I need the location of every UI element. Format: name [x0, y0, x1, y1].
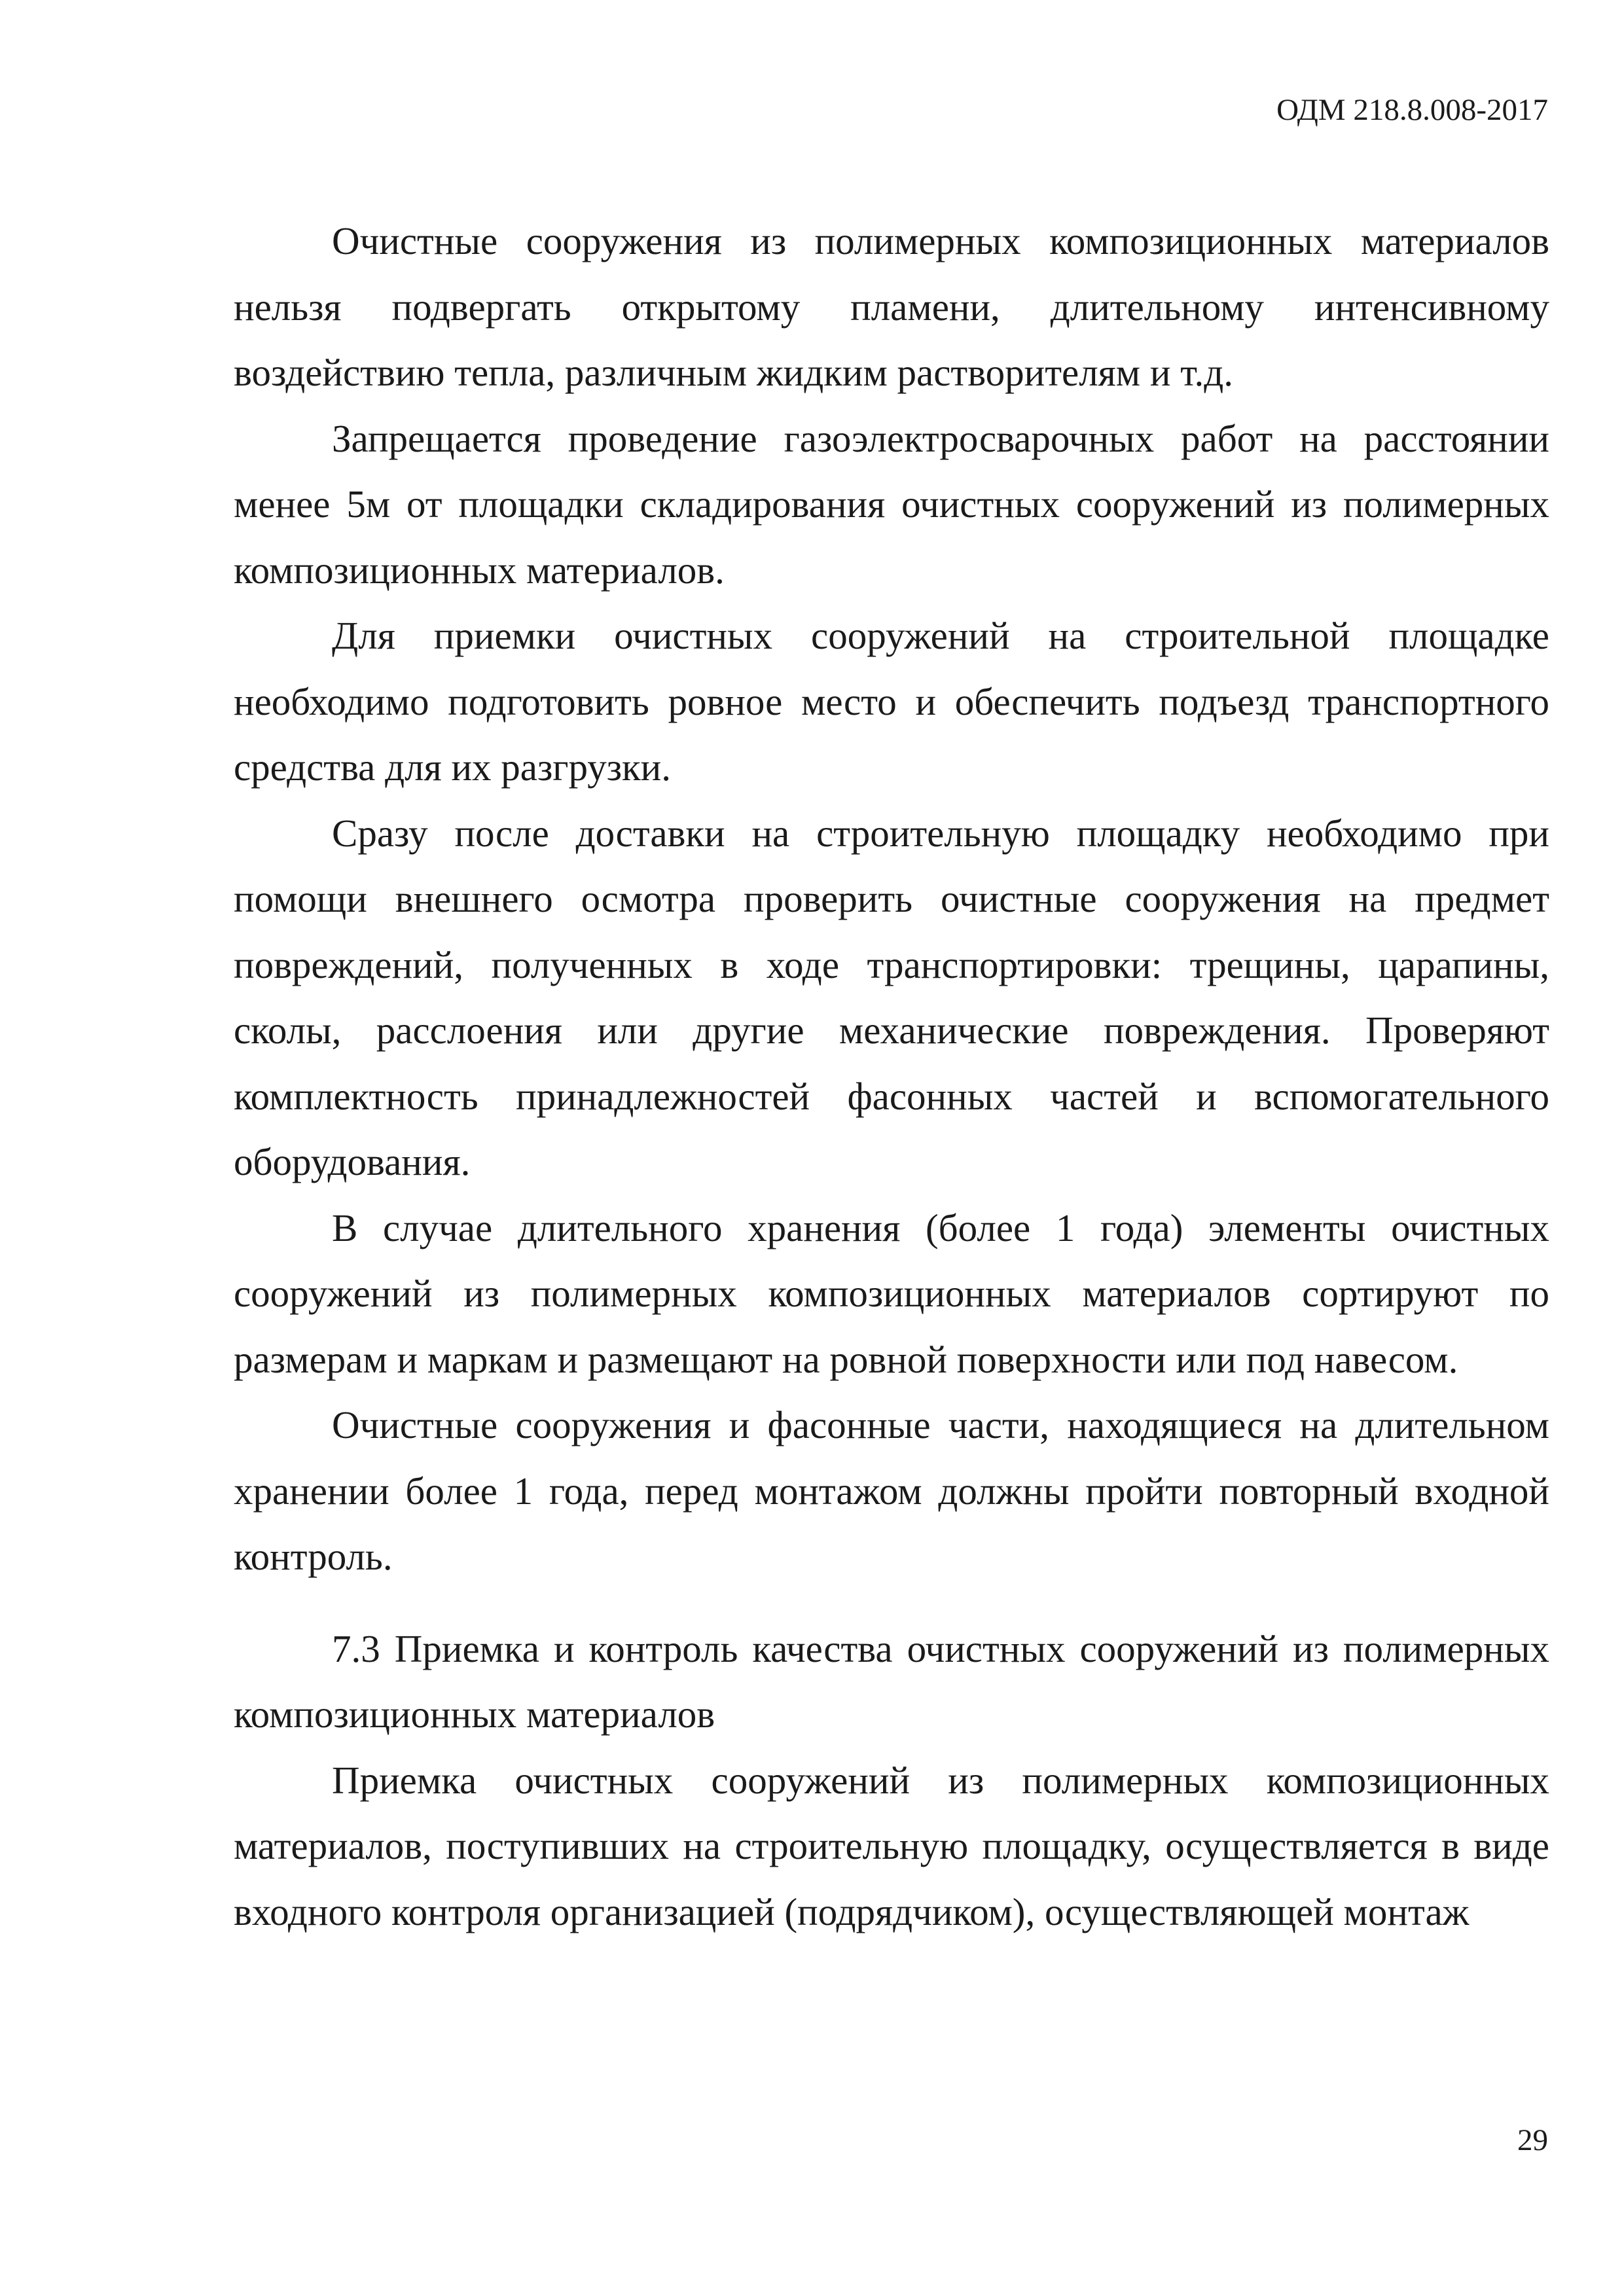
paragraph-3: Для приемки очистных сооружений на строительной площадке необходимо подготовить ровное место и обеспечить подъезд транспортного средства для их разгрузки. [234, 614, 1549, 789]
section-heading: 7.3 Приемка и контроль качества очистных сооружений из полимерных композиционных материалов [234, 1626, 1549, 1736]
paragraph-6: Очистные сооружения и фасонные части, находящиеся на длительном хранении более 1 года, перед монтажом должны пройти повторный входной контроль. [234, 1403, 1549, 1578]
page-body [234, 208, 1549, 1945]
paragraph-1: Очистные сооружения из полимерных композиционных материалов нельзя подвергать открытому пламени, длительному интенсивному воздействию тепла, различным жидким растворителям и т.д. [234, 219, 1549, 394]
paragraph-2: Запрещается проведение газоэлектросварочных работ на расстоянии менее 5м от площадки складирования очистных сооружений из полимерных композиционных материалов. [234, 416, 1549, 592]
document-code: ОДМ 218.8.008-2017 [1276, 93, 1548, 127]
section-paragraph: Приемка очистных сооружений из полимерных композиционных материалов, поступивших на строительную площадку, осуществляется в виде входного контроля организацией (подрядчиком), осуществляющей монтаж [234, 1758, 1549, 1933]
paragraph-5: В случае длительного хранения (более 1 года) элементы очистных сооружений из полимерных композиционных материалов сортируют по размерам и маркам и размещают на ровной поверхности или под навесом. [234, 1206, 1549, 1381]
page-number: 29 [1517, 2123, 1548, 2157]
paragraph-4: Сразу после доставки на строительную площадку необходимо при помощи внешнего осмотра проверить очистные сооружения на предмет повреждений, полученных в ходе транспортировки: трещины, царапины, сколы, расслоения или другие механические повреждения. Проверяют комплектность принадлежностей фасонных частей и вспомогательного оборудования. [234, 811, 1549, 1183]
